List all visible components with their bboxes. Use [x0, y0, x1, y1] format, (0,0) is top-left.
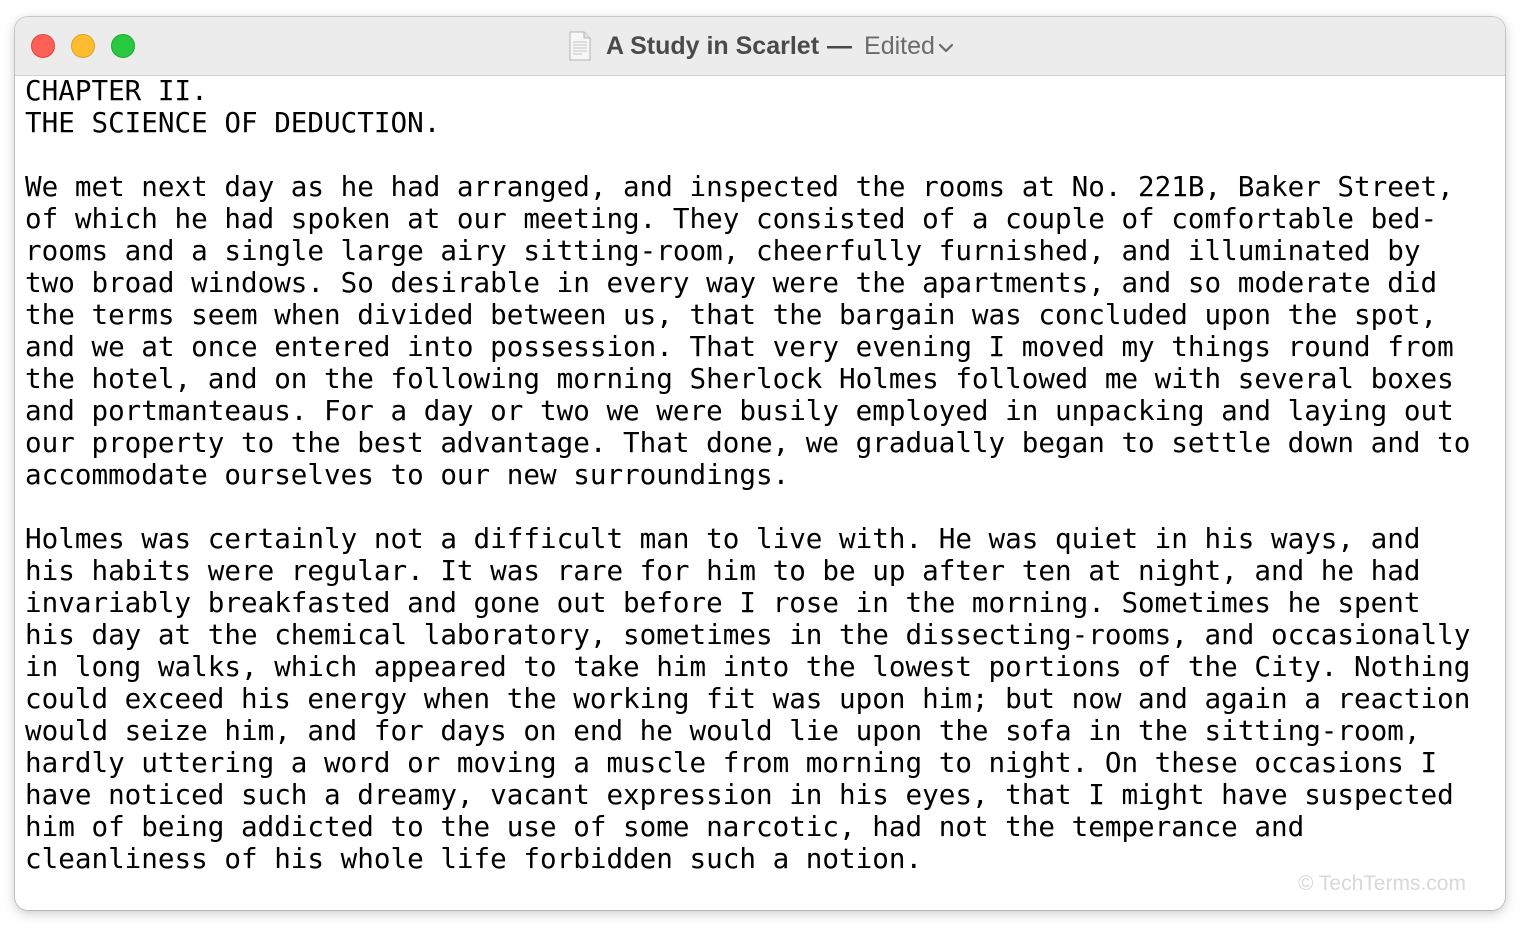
window-title-group[interactable]	[568, 30, 954, 62]
text-line: him of being addicted to the use of some narcotic, had not the temperance and	[25, 810, 1305, 843]
text-line: rooms and a single large airy sitting-room, cheerfully furnished, and illuminated by	[25, 234, 1421, 267]
blank-line	[25, 491, 1495, 523]
text-line: would seize him, and for days on end he would lie upon the sofa in the sitting-room,	[25, 714, 1421, 747]
text-line: hardly uttering a word or moving a muscle from morning to night. On these occasions I	[25, 746, 1438, 779]
text-line: CHAPTER II.	[25, 74, 208, 107]
document-title: A Study in Scarlet	[606, 31, 820, 60]
text-line: the hotel, and on the following morning Sherlock Holmes followed me with several boxes	[25, 362, 1454, 395]
text-line: his habits were regular. It was rare for him to be up after ten at night, and he had	[25, 554, 1421, 587]
blank-line	[25, 139, 1495, 171]
text-line: We met next day as he had arranged, and inspected the rooms at No. 221B, Baker Street,	[25, 170, 1454, 203]
text-line: in long walks, which appeared to take him into the lowest portions of the City. Nothing	[25, 650, 1471, 683]
text-line: accommodate ourselves to our new surroundings.	[25, 458, 790, 491]
text-line: have noticed such a dreamy, vacant expression in his eyes, that I might have suspected	[25, 778, 1454, 811]
text-line: and we at once entered into possession. That very evening I moved my things round from	[25, 330, 1454, 363]
document-status[interactable]: Edited	[864, 31, 935, 60]
watermark: © TechTerms.com	[1298, 872, 1466, 895]
text-line: and portmanteaus. For a day or two we were busily employed in unpacking and laying out	[25, 394, 1454, 427]
text-line: Holmes was certainly not a difficult man to live with. He was quiet in his ways, and	[25, 522, 1421, 555]
text-line: could exceed his energy when the working fit was upon him; but now and again a reaction	[25, 682, 1471, 715]
chevron-down-icon[interactable]	[938, 42, 954, 54]
zoom-button[interactable]	[111, 34, 135, 58]
text-line: invariably breakfasted and gone out before I rose in the morning. Sometimes he spent	[25, 586, 1421, 619]
text-line: our property to the best advantage. That done, we gradually began to settle down and to	[25, 426, 1471, 459]
document-text-area[interactable]	[25, 75, 1495, 875]
text-line: his day at the chemical laboratory, sometimes in the dissecting-rooms, and occasionally	[25, 618, 1471, 651]
text-line: cleanliness of his whole life forbidden such a notion.	[25, 842, 923, 875]
minimize-button[interactable]	[71, 34, 95, 58]
text-line: THE SCIENCE OF DEDUCTION.	[25, 106, 441, 139]
textedit-window	[15, 17, 1505, 910]
title-separator: —	[827, 31, 853, 60]
text-line: of which he had spoken at our meeting. They consisted of a couple of comfortable bed-	[25, 202, 1438, 235]
close-button[interactable]	[31, 34, 55, 58]
text-line: two broad windows. So desirable in every way were the apartments, and so moderate did	[25, 266, 1438, 299]
text-line: the terms seem when divided between us, that the bargain was concluded upon the spot,	[25, 298, 1438, 331]
title-bar[interactable]	[15, 17, 1505, 76]
document-icon	[568, 31, 592, 61]
